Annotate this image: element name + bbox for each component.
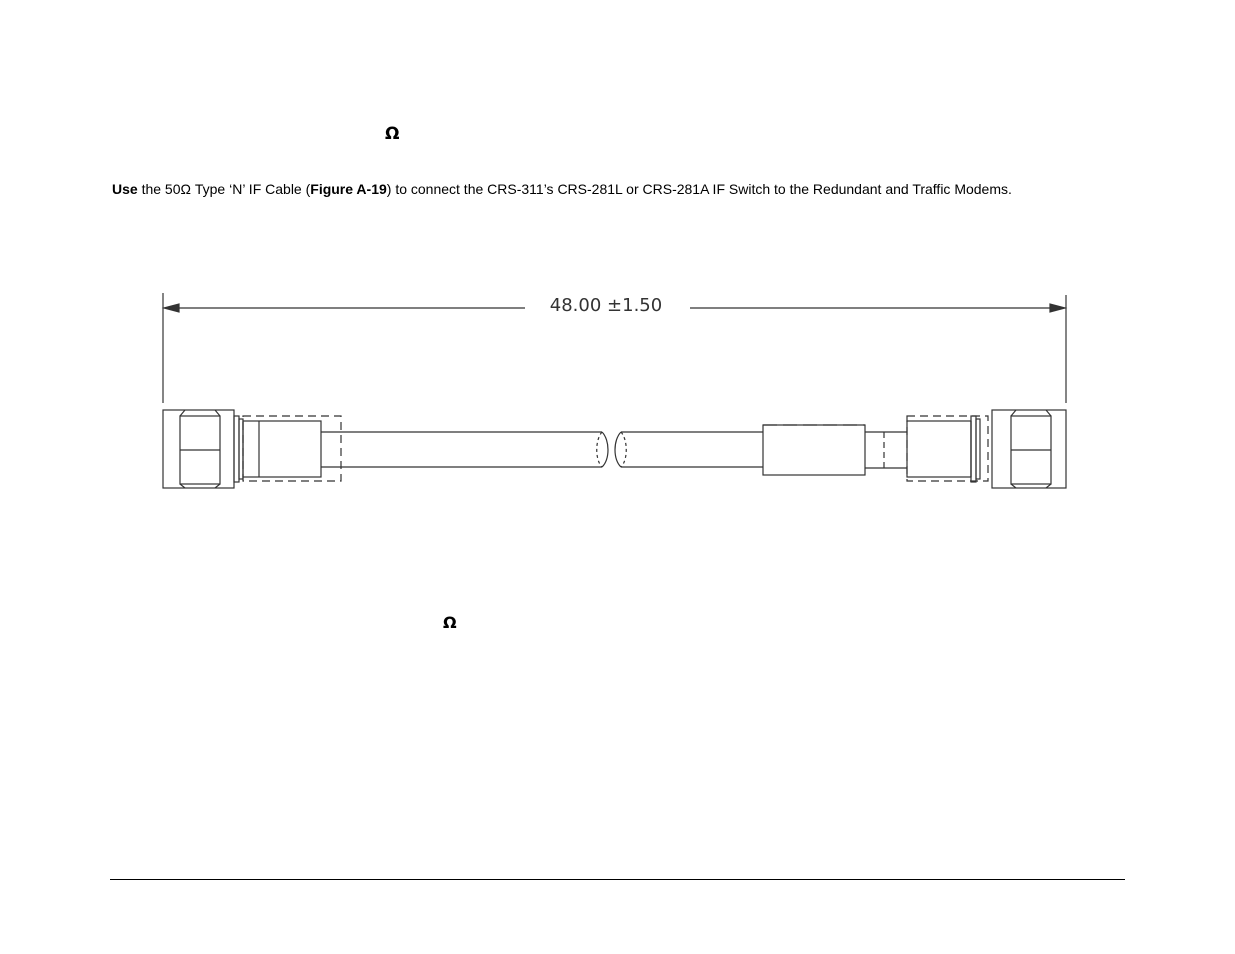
intro-paragraph: [112, 180, 1212, 198]
intro-figure-ref: Figure A-19: [310, 181, 387, 197]
section-heading-omega: Ω: [385, 124, 400, 144]
cable-drawing: [155, 285, 1075, 500]
intro-use-word: Use: [112, 181, 138, 197]
left-connector: [163, 410, 341, 488]
intro-text-1: the 50Ω Type ‘N’ IF Cable (: [137, 181, 311, 197]
dimension-arrow-left: [164, 304, 179, 312]
figure-caption-omega: Ω: [443, 613, 457, 632]
dimension-label: 48.00 ±1.50: [549, 295, 663, 316]
right-connector: [763, 410, 1066, 488]
footer-divider: [110, 879, 1125, 880]
dimension-arrow-right: [1050, 304, 1065, 312]
intro-text-2: ) to connect the CRS-311’s CRS-281L or CRS-281A IF Switch to the Redundant and Traffic Modems.: [386, 181, 1012, 197]
